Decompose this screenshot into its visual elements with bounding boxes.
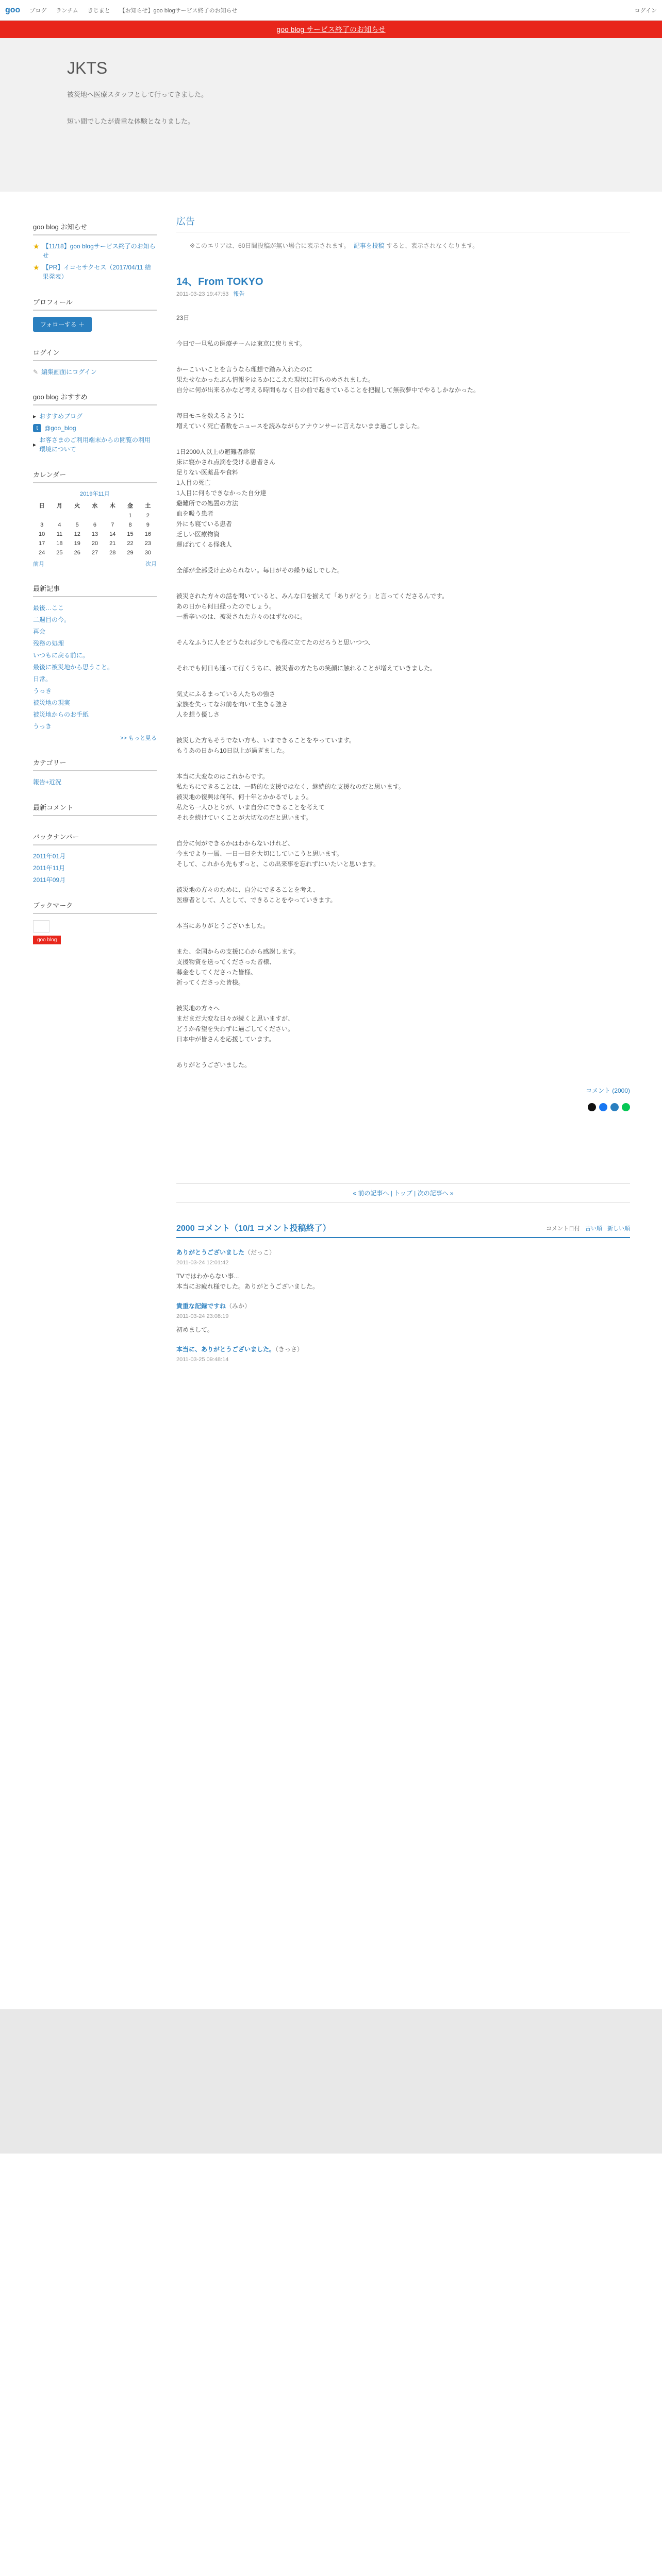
calendar-day <box>69 511 86 520</box>
recommend-link[interactable]: @goo_blog <box>44 425 76 432</box>
hatena-share-icon[interactable] <box>610 1103 619 1111</box>
top-utility-bar <box>0 0 662 21</box>
grey-band <box>0 2009 662 2154</box>
calendar-day: 21 <box>109 540 116 547</box>
topbar-link-kijimato[interactable]: きじまと <box>87 7 110 14</box>
entry-paragraph: そんなふうに人をどうなれば少しでも役に立てたのだろうと思いつつ、 <box>176 639 374 646</box>
calendar-day <box>51 511 68 520</box>
recent-heading: 最新記事 <box>33 583 157 597</box>
entry-date: 2011-03-23 19:47:53 <box>176 291 229 297</box>
recent-article-link[interactable]: 最後に被災地から思うこと。 <box>33 664 114 671</box>
pencil-icon: ✎ <box>33 368 39 376</box>
recent-article-link[interactable]: いつもに戻る前に。 <box>33 652 89 659</box>
calendar-day: 3 <box>40 522 44 528</box>
twitter-icon: t <box>33 424 41 432</box>
entry-paragraph: 気丈にふるまっている人たちの強さ 家族を失ってなお前を向いて生きる強さ 人を想う優しさ <box>176 690 288 718</box>
rss-icon[interactable] <box>33 920 49 933</box>
bullet-icon: ▸ <box>33 413 37 420</box>
follow-button[interactable] <box>33 317 92 332</box>
edit-login-link[interactable]: 編集画面にログイン <box>41 368 97 376</box>
calendar-day: 16 <box>144 531 151 537</box>
star-icon: ★ <box>33 263 40 272</box>
latest-comment-heading: 最新コメント <box>33 802 157 816</box>
entry-paragraph: 本当にありがとうございました。 <box>176 922 270 929</box>
notice-item[interactable] <box>33 263 157 281</box>
comment <box>176 1344 630 1365</box>
calendar-weekday: 木 <box>109 503 115 509</box>
calendar-day: 6 <box>93 522 97 528</box>
calendar-day: 7 <box>111 522 114 528</box>
comment-text: 初めまして。 <box>176 1326 213 1333</box>
calendar-day: 30 <box>144 550 151 556</box>
category-heading: カテゴリー <box>33 757 157 771</box>
comments-sort <box>546 1224 630 1234</box>
calendar-day: 12 <box>74 531 80 537</box>
profile-heading: プロフィール <box>33 297 157 311</box>
notice-heading: goo blog お知らせ <box>33 222 157 235</box>
calendar-day: 20 <box>91 540 98 547</box>
ad-heading: 広告 <box>176 216 630 232</box>
calendar-day: 15 <box>127 531 134 537</box>
category-link[interactable]: 報告+近況 <box>33 778 62 786</box>
comment-author: （みか） <box>226 1302 251 1310</box>
recent-article-link[interactable]: うっき <box>33 687 52 694</box>
recommend-link[interactable]: おすすめブログ <box>39 413 83 420</box>
ad-note <box>176 241 630 251</box>
topbar-notice-link[interactable]: 【お知らせ】goo blogサービス終了のお知らせ <box>119 7 238 14</box>
calendar-day: 22 <box>127 540 134 547</box>
calendar-day: 9 <box>146 522 150 528</box>
backnumber-link[interactable]: 2011年01月 <box>33 853 66 860</box>
recent-article-link[interactable]: うっき <box>33 723 52 730</box>
line-share-icon[interactable] <box>622 1103 630 1111</box>
facebook-share-icon[interactable] <box>599 1103 607 1111</box>
calendar-day: 25 <box>56 550 63 556</box>
calendar-day: 27 <box>91 550 98 556</box>
latest-comment-block <box>33 802 157 816</box>
entry-paragraph: 全部が全部受け止められない。毎日がその繰り返しでした。 <box>176 567 344 574</box>
comment-text: TVではわからない事... 本当にお疲れ様でした。ありがとうございました。 <box>176 1273 319 1290</box>
login-heading: ログイン <box>33 347 157 361</box>
x-share-icon[interactable] <box>588 1103 596 1111</box>
post-article-link[interactable]: 記事を投稿 <box>353 242 385 249</box>
calendar-day: 11 <box>56 531 63 537</box>
recent-article-link[interactable]: 二週目の今。 <box>33 616 71 623</box>
calendar-weekday: 土 <box>145 503 151 509</box>
entry-paragraph: 毎日モニを数えるように 増えていく死亡者数をニュースを読みながらアナウンサーに言えないまま過ごしました。 <box>176 412 424 430</box>
ad-note-tail: すると、表示されなくなります。 <box>386 242 479 249</box>
recent-article-link[interactable]: 日常。 <box>33 675 52 683</box>
pager[interactable]: « 前の記事へ | トップ | 次の記事へ » <box>176 1183 630 1203</box>
calendar-day: 18 <box>56 540 63 547</box>
calendar-day: 28 <box>109 550 116 556</box>
profile-block <box>33 297 157 332</box>
comment-author: （きっさ） <box>275 1346 304 1353</box>
service-notice-banner <box>0 21 662 38</box>
bullet-icon: ▸ <box>33 441 37 448</box>
notice-link[interactable]: 【11/18】goo blogサービス終了のお知らせ <box>42 243 156 259</box>
comment-date: 2011-03-24 23:08:19 <box>176 1313 229 1319</box>
service-notice-link[interactable]: goo blog サービス終了のお知らせ <box>276 25 386 33</box>
comment-title: 貴重な記録ですね <box>176 1302 226 1310</box>
category-block <box>33 757 157 787</box>
calendar-day <box>104 511 121 520</box>
calendar-caption: 2019年11月 <box>80 491 110 497</box>
comments-header <box>176 1224 630 1238</box>
calendar-day: 17 <box>39 540 45 547</box>
calendar-day: 14 <box>109 531 116 537</box>
calendar-day: 2 <box>146 513 150 519</box>
entry-paragraph: 被災した方もそうでない方も、いまできることをやっています。 もうあの日から10日以上が過ぎました。 <box>176 737 356 754</box>
calendar-next-link[interactable]: 次月 <box>145 561 157 567</box>
share-row <box>176 1103 630 1111</box>
sort-old-link[interactable]: 古い順 <box>585 1226 602 1232</box>
entry-paragraph: 被災された方々の話を聞いていると、みんな口を揃えて「ありがとう」と言ってくださるんです。 あの日から何日経ったのでしょう。 一番辛いのは、被災された方々のはずなのに。 <box>176 592 449 620</box>
plus-icon: ＋ <box>78 321 85 328</box>
backnumber-link[interactable]: 2011年11月 <box>33 865 65 872</box>
calendar-day: 1 <box>128 513 132 519</box>
calendar-day: 24 <box>39 550 45 556</box>
entry-body <box>176 313 630 1070</box>
entry-paragraph: 1日2000人以上の避難者診察 床に寝かされ点滴を受ける患者さん 足りない医薬品や食料 1人目の死亡 1人目に何もできなかった自分達 避難所での処置の方法 血を吸う患者 外にも寝ている患者 乏しい医療物資 運ばれてくる怪我人 <box>176 448 276 548</box>
backnumber-link[interactable]: 2011年09月 <box>33 876 66 884</box>
bookmark-heading: ブックマーク <box>33 900 157 914</box>
calendar <box>33 489 157 557</box>
entry-paragraph: かーこいいことを言うなら理想で踏み入れたのに 果たせなかったぶん情報をはるかにこえた現状に打ちのめされました。 自分に何が出来るかなど考える時間もなく目の前で起きていることを把握して無我夢中でやるしかなかった。 <box>176 366 480 394</box>
entry-paragraph: 自分に何ができるかはわからないけれど、 今までより一層、一日一日を大切にしていこうと思います。 そして、これから先もずっと、この出来事を忘れずにいたいと思います。 <box>176 840 380 868</box>
calendar-weekday: 金 <box>127 503 134 509</box>
calendar-day: 4 <box>58 522 61 528</box>
comment <box>176 1247 630 1292</box>
entry-paragraph: それでも何日も通って行くうちに、被災者の方たちの笑顔に触れることが増えていきました。 <box>176 665 437 672</box>
entry-paragraph: 今日で一旦私の医療チームは東京に戻ります。 <box>176 340 306 347</box>
calendar-day <box>86 511 104 520</box>
goo-blog-badge[interactable]: goo blog <box>33 936 61 944</box>
calendar-day: 26 <box>74 550 80 556</box>
notice-link[interactable]: 【PR】イコセサクセス（2017/04/11 結果発表） <box>42 264 151 280</box>
entry-paragraph: 23日 <box>176 314 190 321</box>
sort-new-link[interactable]: 新しい順 <box>607 1226 630 1232</box>
entry-paragraph: ありがとうございました。 <box>176 1061 251 1069</box>
login-block <box>33 347 157 376</box>
sort-label: コメント日付 <box>546 1226 580 1232</box>
recent-article-link[interactable]: 再会 <box>33 628 46 635</box>
calendar-day: 29 <box>127 550 134 556</box>
calendar-day: 10 <box>39 531 45 537</box>
comments-title: 2000 コメント（10/1 コメント投稿終了） <box>176 1224 331 1233</box>
calendar-weekday: 日 <box>39 503 45 509</box>
more-link[interactable]: >> もっと見る <box>120 735 157 741</box>
star-icon: ★ <box>33 242 40 250</box>
recent-article-link[interactable]: 被災地からのお手紙 <box>33 711 89 718</box>
calendar-prev-link[interactable]: 前月 <box>33 561 44 567</box>
calendar-day: 23 <box>144 540 151 547</box>
comment-count-link[interactable]: コメント (2000) <box>585 1087 630 1094</box>
bookmark-block <box>33 900 157 944</box>
blog-header <box>0 38 662 192</box>
calendar-day: 5 <box>75 522 79 528</box>
recommend-heading: goo blog おすすめ <box>33 392 157 405</box>
blog-title[interactable]: JKTS <box>67 59 108 77</box>
entry-paragraph: 被災地の方々へ まだまだ大変な日々が続くと思いますが、 どうか希望を失わずに過ごしてください。 日本中が皆さんを応援しています。 <box>176 1005 294 1043</box>
calendar-weekday: 月 <box>56 503 62 509</box>
comment <box>176 1301 630 1335</box>
topbar-link-blog[interactable]: ブログ <box>29 7 47 14</box>
comments-list <box>176 1247 630 1365</box>
entry-category-link[interactable]: 報告 <box>233 291 245 297</box>
recent-article-link[interactable]: 最後…ここ <box>33 604 64 612</box>
calendar-heading: カレンダー <box>33 469 157 483</box>
goo-logo[interactable]: goo <box>5 5 21 14</box>
entry-paragraph: 本当に大変なのはこれからです。 私たちにできることは、一時的な支援ではなく、継続的な支援なのだと思います。 被災地の復興は何年、何十年とかかるでしょう。 私たち一人ひとりが、いま自分にできることを考えて それを続けていくことが大切なのだと思います。 <box>176 773 405 821</box>
topbar-link-lanchim[interactable]: ランチム <box>56 7 78 14</box>
notice-block <box>33 222 157 281</box>
recommend-link[interactable]: お客さまのご利用端末からの閲覧の利用環境について <box>39 436 151 453</box>
recommend-block <box>33 392 157 454</box>
calendar-day: 8 <box>128 522 132 528</box>
calendar-day: 19 <box>74 540 80 547</box>
notice-item[interactable] <box>33 242 157 260</box>
blog-description: 被災地へ医療スタッフとして行ってきました。 短い間でしたが貴重な体験となりました。 <box>67 91 208 125</box>
entry-paragraph: 被災地の方々のために、自分にできることを考え、 医療者として、人として、できることをやっていきます。 <box>176 886 337 904</box>
sidebar <box>33 222 157 960</box>
calendar-day: 13 <box>91 531 98 537</box>
entry-title[interactable]: 14、From TOKYO <box>176 276 263 287</box>
comment-date: 2011-03-25 09:48:14 <box>176 1357 229 1363</box>
comment-title: ありがとうございました <box>176 1249 245 1256</box>
follow-label: フォローする <box>40 321 77 328</box>
topbar-login-link[interactable]: ログイン <box>634 7 657 14</box>
calendar-block <box>33 469 157 568</box>
comment-date: 2011-03-24 12:01:42 <box>176 1260 229 1266</box>
calendar-weekday: 火 <box>74 503 80 509</box>
backnumber-heading: バックナンバー <box>33 832 157 845</box>
calendar-weekday: 水 <box>92 503 98 509</box>
entry-meta <box>176 289 630 299</box>
recent-block <box>33 583 157 742</box>
backnumber-block <box>33 832 157 885</box>
comment-author: （だっこ） <box>244 1249 276 1256</box>
recent-article-link[interactable]: 残務の処理 <box>33 640 64 647</box>
main-column <box>176 216 630 1368</box>
ad-note-text: ※このエリアは、60日間投稿が無い場合に表示されます。 <box>190 242 350 249</box>
entry-paragraph: また、全国からの支援に心から感謝します。 支援物資を送ってくださった皆様、 募金をしてくださった皆様、 祈ってくださった皆様。 <box>176 948 300 986</box>
calendar-day <box>33 511 51 520</box>
comment-title: 本当に、ありがとうございました。 <box>176 1346 276 1353</box>
recent-article-link[interactable]: 被災地の現実 <box>33 699 71 706</box>
